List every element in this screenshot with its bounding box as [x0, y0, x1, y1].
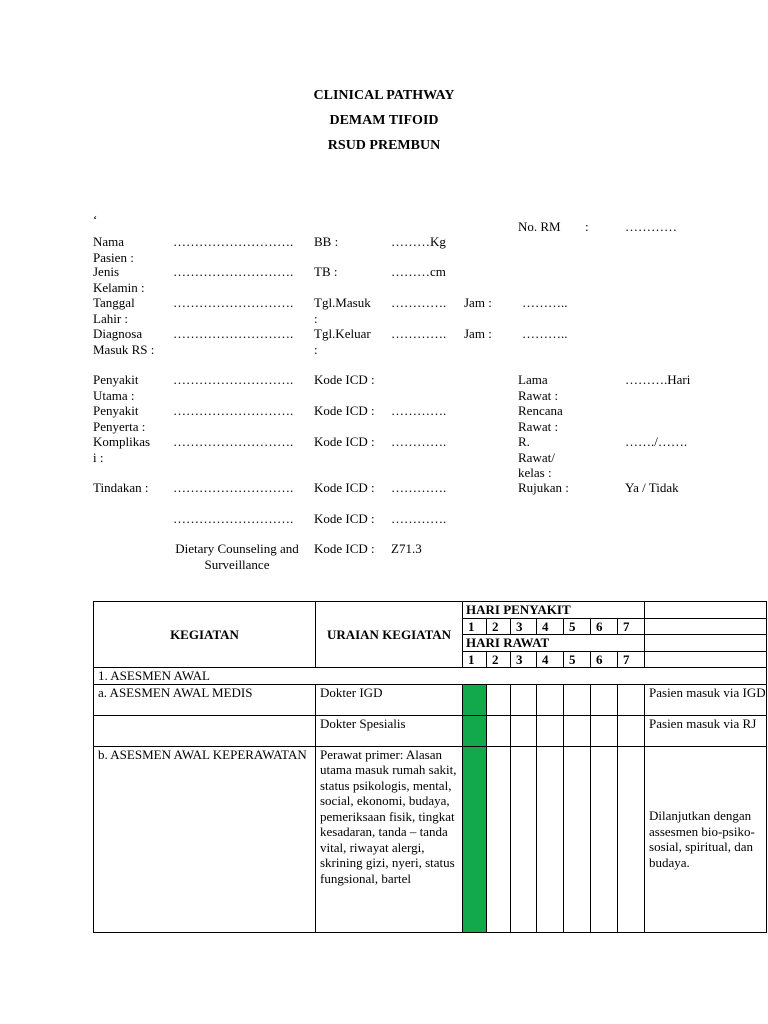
komplikasi-label: Komplikasi :: [93, 434, 151, 465]
day-cell: [618, 715, 645, 746]
day-cell: [564, 715, 591, 746]
tgl-masuk-label: Tgl.Masuk :: [314, 295, 371, 326]
day-cell: [487, 746, 511, 932]
nama-pasien-value: ……………………….: [173, 234, 294, 249]
hospital-name: RSUD PREMBUN: [327, 138, 441, 153]
row-dokter-spesialis-uraian: Dokter Spesialis: [316, 715, 463, 746]
day-cell: [591, 746, 618, 932]
hari-rawat-day-4: 4: [537, 651, 564, 668]
row-asesmen-medis-label: a. ASESMEN AWAL MEDIS: [94, 684, 316, 715]
hari-rawat-day-1: 1: [463, 651, 487, 668]
uraian-kegiatan-header: URAIAN KEGIATAN: [316, 602, 463, 668]
penyakit-utama-label: Penyakit Utama :: [93, 372, 139, 403]
row-dokter-spesialis-note: Pasien masuk via RJ: [645, 715, 767, 746]
tindakan-value-1: ……………………….: [173, 480, 294, 495]
tgl-keluar-value: ………….: [391, 326, 447, 341]
day-cell: [618, 684, 645, 715]
day-cell: [511, 715, 537, 746]
day-cell: [487, 715, 511, 746]
kode-icd-komplikasi-value: ………….: [391, 434, 447, 449]
tb-label: TB :: [314, 264, 338, 279]
tanggal-lahir-label: Tanggal Lahir :: [93, 295, 135, 326]
day-cell: [618, 746, 645, 932]
day-1-mark: [463, 684, 487, 715]
row-asesmen-keperawatan-label: b. ASESMEN AWAL KEPERAWATAN: [94, 746, 316, 932]
bb-label: BB :: [314, 234, 339, 249]
pathway-table: [93, 601, 767, 933]
tindakan-label: Tindakan :: [93, 480, 149, 495]
note-header-cell: [645, 618, 767, 635]
hari-rawat-day-6: 6: [591, 651, 618, 668]
hari-rawat-day-5: 5: [564, 651, 591, 668]
day-cell: [537, 746, 564, 932]
stray-mark: ‘: [93, 212, 98, 227]
bb-value: ………Kg: [391, 234, 446, 249]
note-header-cell: [645, 651, 767, 668]
no-rm-value: …………: [625, 219, 677, 234]
diagnosa-masuk-label: Diagnosa Masuk RS :: [93, 326, 155, 357]
row-perawat-primer-uraian: Perawat primer: Alasan utama masuk rumah sakit, status psikologis, mental, social, ekonomi, budaya, pemeriksaan fisik, tingkat kesadaran, tanda – tanda vital, riwayat alergi, skrining gizi, nyeri, status fungsional, bartel: [316, 746, 463, 932]
note-header-cell: [645, 602, 767, 619]
penyakit-utama-value: ……………………….: [173, 372, 294, 387]
kode-icd-tindakan-value-1: ………….: [391, 480, 447, 495]
hari-penyakit-day-7: 7: [618, 618, 645, 635]
jam-masuk-value: ………..: [522, 295, 568, 310]
hari-penyakit-day-2: 2: [487, 618, 511, 635]
day-cell: [564, 746, 591, 932]
day-cell: [591, 715, 618, 746]
tgl-keluar-label: Tgl.Keluar :: [314, 326, 371, 357]
penyakit-penyerta-value: ……………………….: [173, 403, 294, 418]
jam-keluar-value: ………..: [522, 326, 568, 341]
hari-penyakit-day-6: 6: [591, 618, 618, 635]
kode-icd-penyerta-value: ………….: [391, 403, 447, 418]
kode-icd-tindakan-label-2: Kode ICD :: [314, 511, 375, 526]
rencana-rawat-label: Rencana Rawat :: [518, 403, 563, 434]
kode-icd-tindakan-value-2: ………….: [391, 511, 447, 526]
row-perawat-primer-note: Dilanjutkan dengan assesmen bio-psiko-sosial, spiritual, dan budaya.: [645, 746, 767, 932]
penyakit-penyerta-label: Penyakit Penyerta :: [93, 403, 146, 434]
kegiatan-header: KEGIATAN: [94, 602, 316, 668]
day-1-mark: [463, 715, 487, 746]
row-dokter-igd-uraian: Dokter IGD: [316, 684, 463, 715]
tb-value: ………cm: [391, 264, 446, 279]
day-cell: [487, 684, 511, 715]
no-rm-colon: :: [585, 219, 589, 234]
day-cell: [537, 715, 564, 746]
jam-keluar-label: Jam :: [464, 326, 492, 341]
tindakan-value-2: ……………………….: [173, 511, 294, 526]
document-title: CLINICAL PATHWAY: [313, 88, 455, 103]
day-cell: [537, 684, 564, 715]
document-subtitle: DEMAM TIFOID: [329, 113, 439, 128]
rujukan-label: Rujukan :: [518, 480, 569, 495]
hari-penyakit-day-5: 5: [564, 618, 591, 635]
kode-icd-utama-label: Kode ICD :: [314, 372, 375, 387]
lama-rawat-label: Lama Rawat :: [518, 372, 559, 403]
row-empty-label: [94, 715, 316, 746]
hari-rawat-day-3: 3: [511, 651, 537, 668]
kode-icd-tindakan-label-1: Kode ICD :: [314, 480, 375, 495]
section-asesmen-awal: 1. ASESMEN AWAL: [94, 668, 767, 685]
dietary-counseling-label: Dietary Counseling and Surveillance: [175, 541, 299, 572]
row-dokter-igd-note: Pasien masuk via IGD: [645, 684, 767, 715]
day-cell: [511, 684, 537, 715]
hari-rawat-header: HARI RAWAT: [463, 635, 645, 652]
day-cell: [591, 684, 618, 715]
jenis-kelamin-label: Jenis Kelamin :: [93, 264, 145, 295]
day-1-mark: [463, 746, 487, 932]
hari-penyakit-header: HARI PENYAKIT: [463, 602, 645, 619]
kode-icd-dietary-label: Kode ICD :: [314, 541, 375, 556]
day-cell: [564, 684, 591, 715]
jam-masuk-label: Jam :: [464, 295, 492, 310]
r-rawat-value: ……./…….: [625, 434, 688, 449]
hari-penyakit-day-1: 1: [463, 618, 487, 635]
hari-penyakit-day-3: 3: [511, 618, 537, 635]
lama-rawat-value: ……….Hari: [625, 372, 691, 387]
kode-icd-komplikasi-label: Kode ICD :: [314, 434, 375, 449]
nama-pasien-label: Nama Pasien :: [93, 234, 134, 265]
kode-icd-penyerta-label: Kode ICD :: [314, 403, 375, 418]
tanggal-lahir-value: ……………………….: [173, 295, 294, 310]
note-header-cell: [645, 635, 767, 652]
diagnosa-masuk-value: ……………………….: [173, 326, 294, 341]
day-cell: [511, 746, 537, 932]
r-rawat-label: R. Rawat/ kelas :: [518, 434, 555, 480]
no-rm-label: No. RM: [518, 219, 561, 234]
kode-icd-dietary-value: Z71.3: [391, 541, 422, 556]
jenis-kelamin-value: ……………………….: [173, 264, 294, 279]
hari-rawat-day-2: 2: [487, 651, 511, 668]
hari-penyakit-day-4: 4: [537, 618, 564, 635]
komplikasi-value: ……………………….: [173, 434, 294, 449]
tgl-masuk-value: ………….: [391, 295, 447, 310]
hari-rawat-day-7: 7: [618, 651, 645, 668]
rujukan-value: Ya / Tidak: [625, 480, 679, 495]
